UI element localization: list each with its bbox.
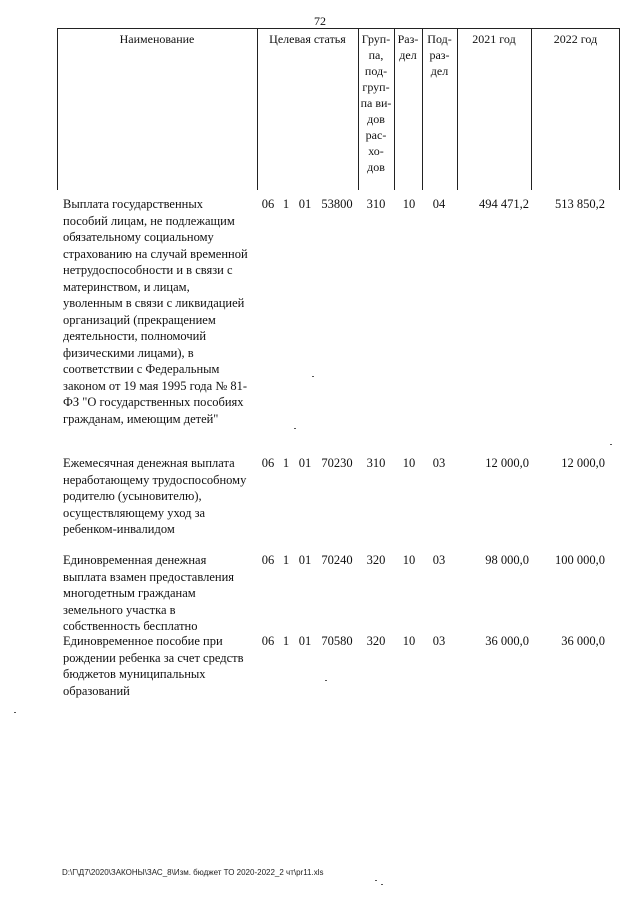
row-name-line: образований xyxy=(63,683,130,698)
header-line: дел xyxy=(399,48,417,62)
cell-2021: 494 471,2 xyxy=(479,197,529,211)
header-line: дов xyxy=(367,160,385,174)
cell-subsection: 04 xyxy=(432,197,446,211)
row-name-line: нетрудоспособности и в связи с xyxy=(63,263,233,277)
cell-section: 10 xyxy=(402,553,416,567)
row-name-line: физическими лицами), в xyxy=(63,345,194,360)
scan-speck xyxy=(95,425,97,426)
column-divider xyxy=(457,28,458,190)
cell-subprogram: 1 xyxy=(282,197,290,211)
cell-group: 320 xyxy=(366,634,386,648)
scan-speck xyxy=(14,712,16,713)
header-target: Целевая статья xyxy=(269,32,346,46)
cell-group: 310 xyxy=(366,456,386,470)
header-line: па, xyxy=(368,48,384,62)
row-name-line: родителю (усыновителю), xyxy=(63,489,202,503)
header-line: дов xyxy=(367,112,385,126)
cell-subprogram: 1 xyxy=(282,456,290,470)
row-name-line: пособий лицам, не подлежащим xyxy=(63,213,235,228)
row-name-line: ребенком-инвалидом xyxy=(63,522,175,536)
cell-2022: 36 000,0 xyxy=(561,634,605,648)
header-subsection xyxy=(422,31,457,79)
row-name xyxy=(63,196,263,427)
row-name xyxy=(63,633,263,699)
header-line: груп- xyxy=(362,80,390,94)
cell-2022: 100 000,0 xyxy=(555,553,605,567)
cell-2022: 513 850,2 xyxy=(555,197,605,211)
row-name-line: соответствии с Федеральным xyxy=(63,362,220,376)
row-name xyxy=(63,552,263,635)
row-name-line: собственность бесплатно xyxy=(63,619,198,633)
row-name-line: организаций (прекращением xyxy=(63,312,216,327)
cell-event: 01 xyxy=(298,553,312,567)
header-name: Наименование xyxy=(119,32,195,46)
row-name-line: Выплата государственных xyxy=(63,197,203,211)
row-name-line: ФЗ "О государственных пособиях xyxy=(63,395,244,409)
cell-direction: 70580 xyxy=(321,634,353,648)
cell-direction: 70240 xyxy=(321,553,353,567)
scan-speck xyxy=(375,880,377,881)
scan-speck xyxy=(610,444,612,445)
header-line: дел xyxy=(430,64,449,78)
header-line: рас- xyxy=(365,128,387,142)
row-name-line: Единовременное пособие при xyxy=(63,634,223,648)
scan-speck xyxy=(294,428,296,429)
cell-program: 06 xyxy=(261,456,275,470)
cell-subprogram: 1 xyxy=(282,634,290,648)
table-header xyxy=(57,28,620,190)
cell-subprogram: 1 xyxy=(282,553,290,567)
header-line: па ви- xyxy=(360,96,392,110)
cell-group: 320 xyxy=(366,553,386,567)
cell-section: 10 xyxy=(402,197,416,211)
row-name-line: бюджетов муниципальных xyxy=(63,667,206,681)
cell-subsection: 03 xyxy=(432,634,446,648)
cell-2021: 12 000,0 xyxy=(485,456,529,470)
row-name xyxy=(63,455,263,538)
column-divider xyxy=(257,28,258,190)
row-name-line: уволенным в связи с ликвидацией xyxy=(63,296,245,310)
scan-speck xyxy=(381,884,383,885)
cell-subsection: 03 xyxy=(432,456,446,470)
cell-event: 01 xyxy=(298,197,312,211)
row-name-line: неработающему трудоспособному xyxy=(63,472,247,487)
row-name-line: гражданам, имеющим детей" xyxy=(63,411,219,426)
cell-2021: 36 000,0 xyxy=(485,634,529,648)
file-path-footer: D:\Г\Д7\2020\ЗАКОНЫ\ЗАС_8\Изм. бюджет ТО 2020-2022_2 чт\pr11.xls xyxy=(62,868,324,877)
cell-program: 06 xyxy=(261,197,275,211)
cell-section: 10 xyxy=(402,456,416,470)
cell-subsection: 03 xyxy=(432,553,446,567)
row-name-line: законом от 19 мая 1995 года № 81- xyxy=(63,378,248,393)
header-line: Под- xyxy=(427,32,452,46)
header-section xyxy=(394,31,422,63)
column-divider xyxy=(531,28,532,190)
header-line: Груп- xyxy=(361,32,391,46)
row-name-line: Единовременная денежная xyxy=(63,553,207,567)
cell-direction: 53800 xyxy=(321,197,353,211)
cell-program: 06 xyxy=(261,634,275,648)
header-line: хо- xyxy=(368,144,384,158)
header-line: раз- xyxy=(429,48,450,62)
header-2022: 2022 год xyxy=(553,32,598,46)
cell-event: 01 xyxy=(298,456,312,470)
scan-speck xyxy=(312,376,314,377)
row-name-line: многодетным гражданам xyxy=(63,586,196,600)
row-name-line: материнством, и лицам, xyxy=(63,279,190,294)
row-name-line: земельного участка в xyxy=(63,602,176,617)
row-name-line: осуществляющему уход за xyxy=(63,505,206,520)
cell-2021: 98 000,0 xyxy=(485,553,529,567)
header-2021: 2021 год xyxy=(472,32,516,46)
row-name-line: страхованию на случай временной xyxy=(63,246,248,261)
row-name-line: деятельности, полномочий xyxy=(63,329,207,343)
cell-group: 310 xyxy=(366,197,386,211)
page-number: 72 xyxy=(314,14,326,28)
cell-program: 06 xyxy=(261,553,275,567)
cell-event: 01 xyxy=(298,634,312,648)
header-line: под- xyxy=(364,64,388,78)
header-line: Раз- xyxy=(397,32,419,46)
cell-direction: 70230 xyxy=(321,456,353,470)
row-name-line: Ежемесячная денежная выплата xyxy=(63,456,235,470)
cell-2022: 12 000,0 xyxy=(561,456,605,470)
scan-speck xyxy=(325,680,327,681)
header-group xyxy=(358,31,394,175)
row-name-line: рождении ребенка за счет средств xyxy=(63,650,244,665)
cell-section: 10 xyxy=(402,634,416,648)
row-name-line: обязательному социальному xyxy=(63,230,214,244)
row-name-line: выплата взамен предоставления xyxy=(63,569,235,584)
